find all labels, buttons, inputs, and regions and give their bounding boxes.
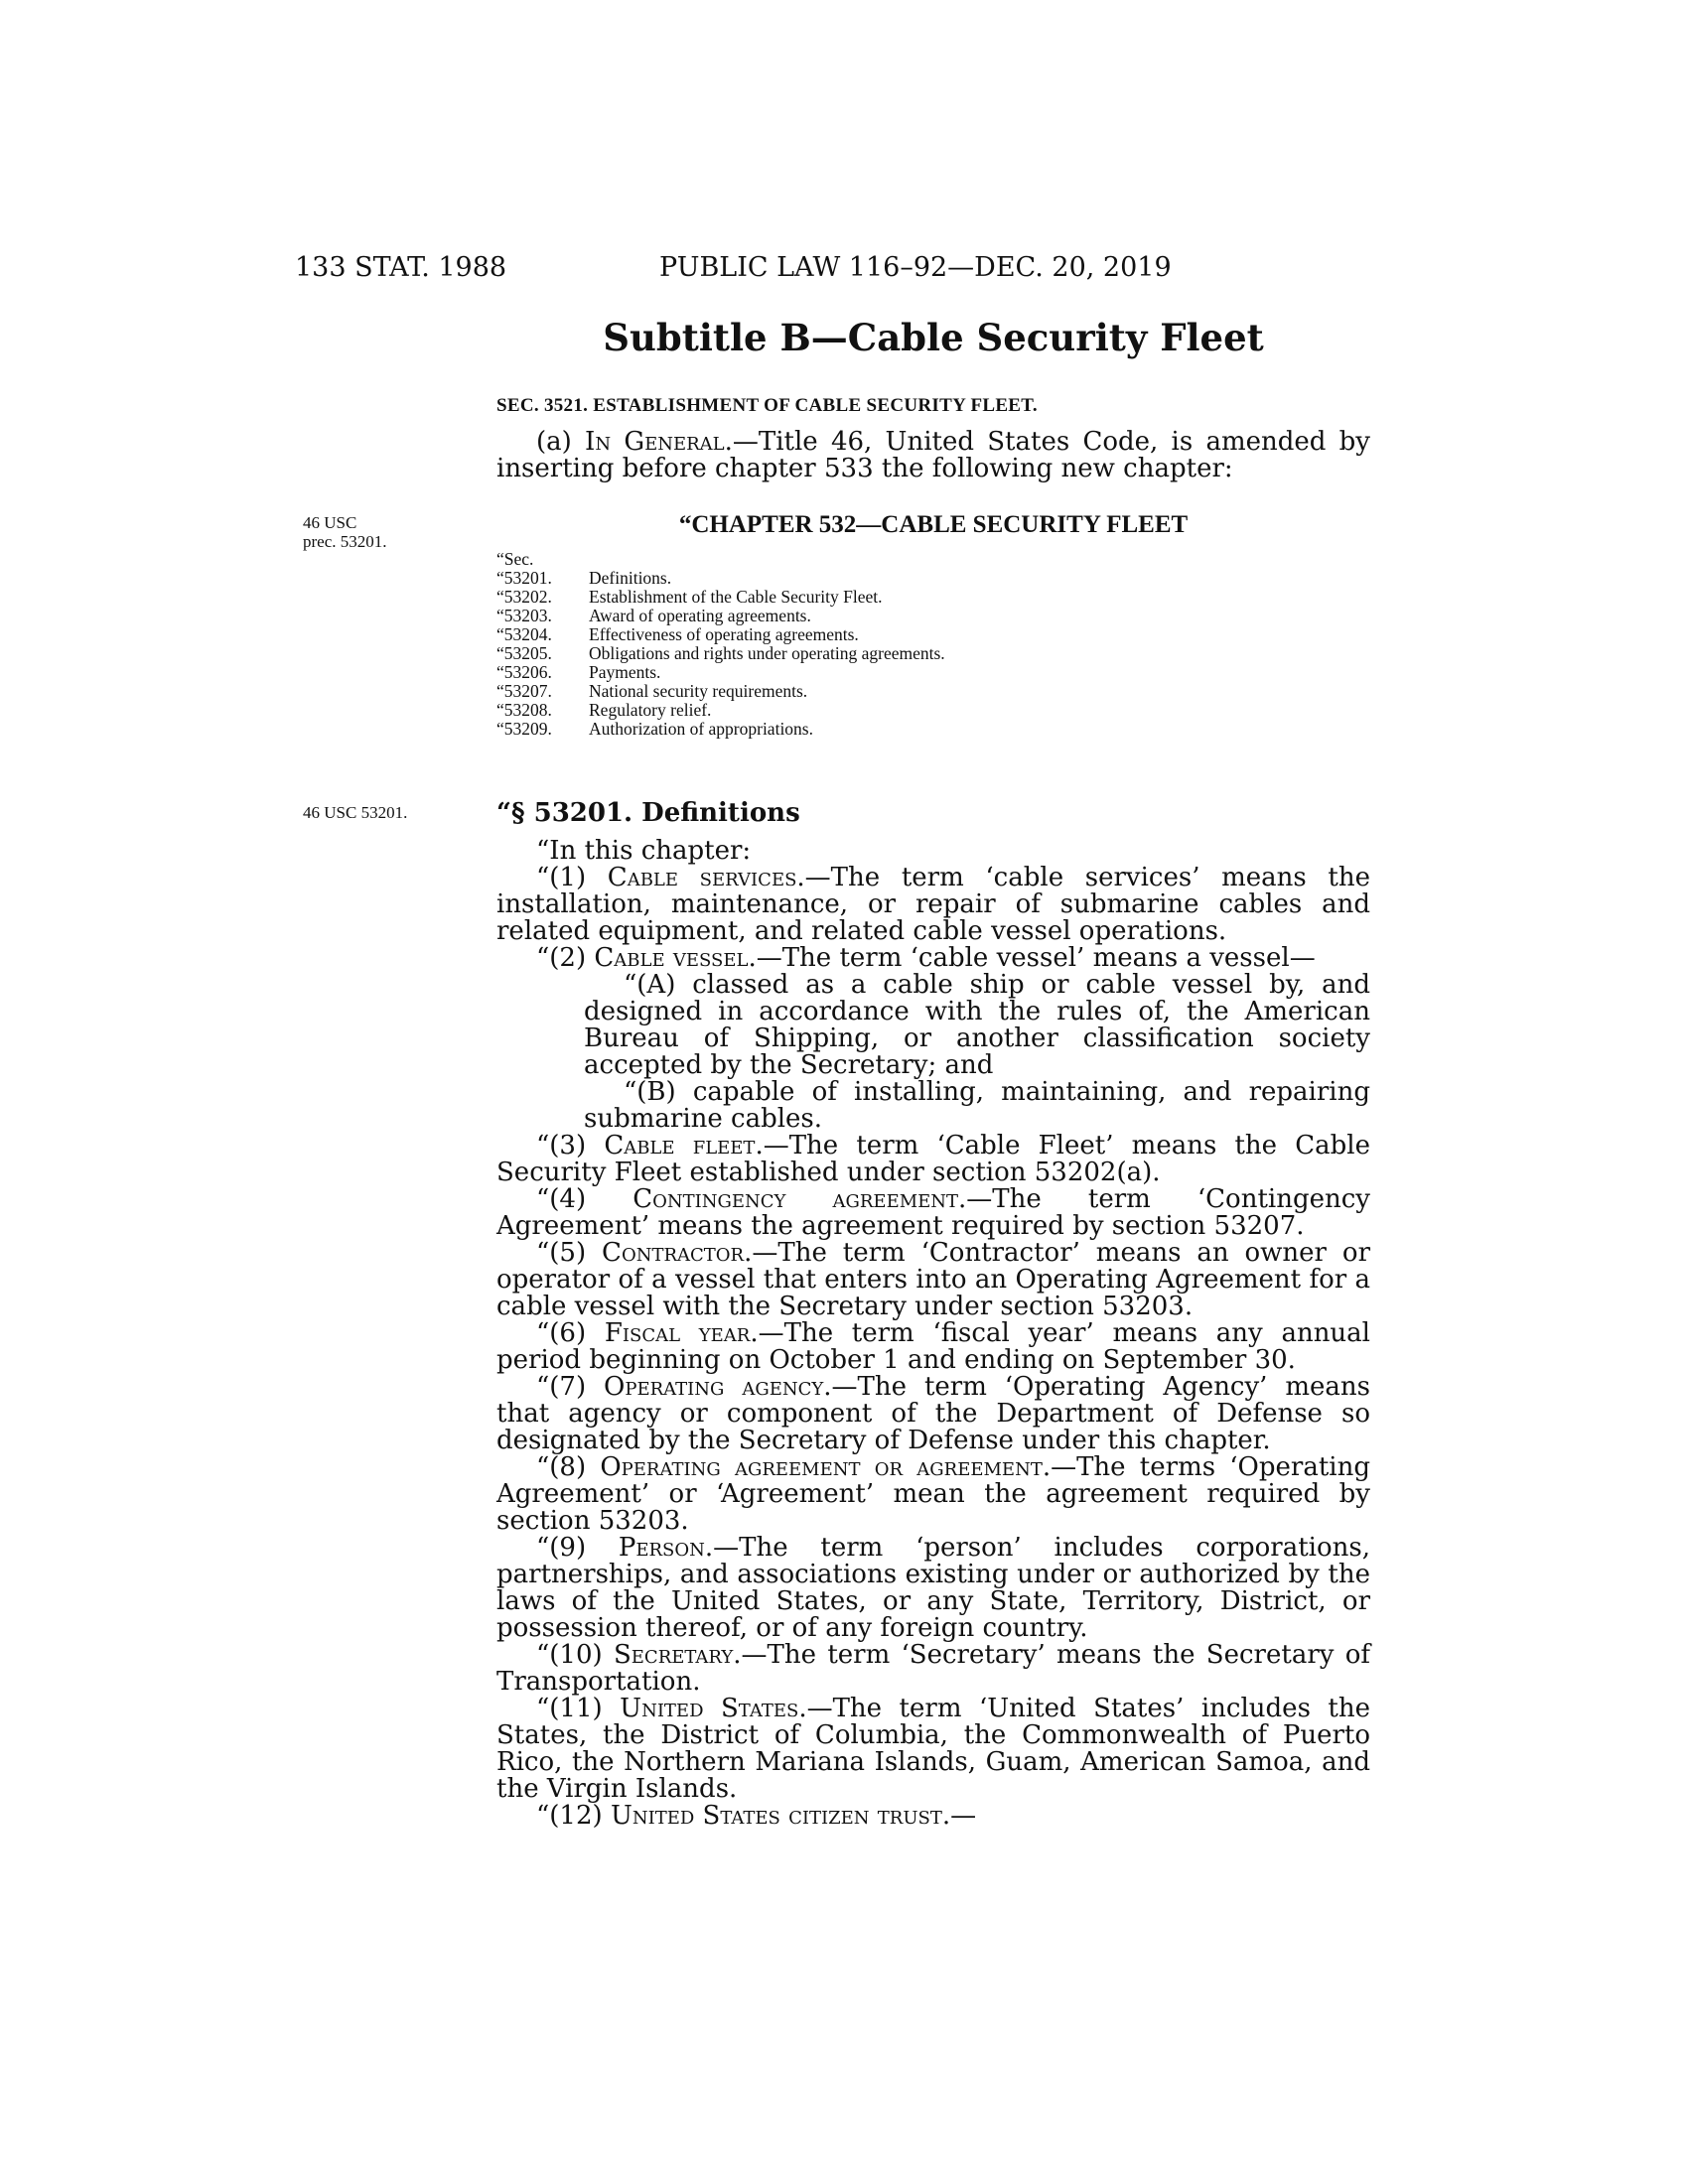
definition-item bbox=[496, 1454, 1370, 1535]
definition-item bbox=[496, 1186, 1370, 1240]
definition-term: Cable fleet bbox=[604, 1131, 756, 1160]
definition-term: Operating agency bbox=[604, 1372, 824, 1402]
definition-number: “(10) bbox=[536, 1640, 614, 1670]
definition-term: Secretary bbox=[613, 1640, 734, 1670]
definition-number: “(11) bbox=[536, 1694, 621, 1723]
definition-term: Fiscal year bbox=[604, 1318, 751, 1348]
definition-item bbox=[496, 865, 1370, 945]
definition-number: “(3) bbox=[536, 1131, 605, 1160]
toc-item-number: “53205. bbox=[496, 643, 552, 663]
toc-item-number: “53202. bbox=[496, 587, 552, 607]
definition-term: Contingency agreement bbox=[633, 1184, 959, 1214]
toc-item bbox=[496, 588, 945, 607]
definition-text: .—The term ‘Contingency Agreement’ means the agreement required by section 53207. bbox=[496, 1184, 1370, 1241]
definition-number: “(4) bbox=[536, 1184, 633, 1214]
definition-text: .—The term ‘Secretary’ means the Secretary of Transportation. bbox=[496, 1640, 1371, 1697]
toc-item-title: Payments. bbox=[589, 662, 661, 682]
toc-item-title: Establishment of the Cable Security Fleet. bbox=[589, 587, 883, 607]
definitions-heading: “§ 53201. Definitions bbox=[496, 798, 800, 828]
definition-term: United States bbox=[620, 1694, 799, 1723]
public-law-date: PUBLIC LAW 116–92—DEC. 20, 2019 bbox=[659, 252, 1172, 283]
definition-number: “(6) bbox=[536, 1318, 605, 1348]
definition-text: .—The term ‘person’ includes corporations, partnerships, and associations existing under or authorized by the laws of the United States, or any State, Territory, District, or possession thereof, or of any foreign country. bbox=[496, 1533, 1370, 1643]
definition-text: .—The term ‘United States’ includes the States, the District of Columbia, the Commonwealth of Puerto Rico, the Northern Mariana Islands, Guam, American Samoa, and the Virgin Islands. bbox=[496, 1694, 1370, 1804]
definition-item bbox=[496, 1133, 1370, 1186]
toc-item bbox=[496, 569, 945, 588]
paragraph-a-heading: In General bbox=[585, 427, 725, 457]
definition-text: .— bbox=[941, 1801, 977, 1831]
definition-item bbox=[496, 1642, 1370, 1696]
paragraph-a-text: .—Title 46, United States Code, is amended by inserting before chapter 533 the following new chapter: bbox=[496, 427, 1370, 483]
stat-page-number: 133 STAT. 1988 bbox=[295, 252, 507, 283]
toc-item-number: “53206. bbox=[496, 662, 552, 682]
toc-item-number: “53207. bbox=[496, 681, 552, 701]
definition-term: United States citizen trust bbox=[610, 1801, 942, 1831]
subtitle-heading: Subtitle B—Cable Security Fleet bbox=[603, 316, 1264, 359]
definition-text: .—The term ‘cable vessel’ means a vessel— bbox=[748, 943, 1316, 973]
paragraph-a-prefix: (a) bbox=[536, 427, 586, 457]
toc-item-title: Award of operating agreements. bbox=[589, 606, 811, 625]
definition-text: .—The term ‘Cable Fleet’ means the Cable Security Fleet established under section 53202(a). bbox=[496, 1131, 1370, 1187]
definition-item bbox=[496, 1803, 1370, 1830]
definition-text: .—The term ‘Operating Agency’ means that agency or component of the Department of Defense so designated by the Secretary of Defense under this chapter. bbox=[496, 1372, 1370, 1455]
toc-item-title: Regulatory relief. bbox=[589, 700, 712, 720]
margin-note-line: 46 USC bbox=[303, 513, 357, 532]
definition-item bbox=[496, 1240, 1370, 1320]
toc-sec-label: “Sec. bbox=[496, 549, 534, 569]
definition-text: .—The term ‘cable services’ means the installation, maintenance, or repair of submarine cables and related equipment, and related cable vessel operations. bbox=[496, 863, 1370, 946]
margin-note-section: 46 USC 53201. bbox=[303, 803, 408, 822]
definition-text: .—The terms ‘Operating Agreement’ or ‘Agreement’ mean the agreement required by section 53203. bbox=[496, 1452, 1370, 1536]
toc-item bbox=[496, 663, 945, 682]
toc-item-number: “53201. bbox=[496, 568, 552, 588]
toc-item-title: Effectiveness of operating agreements. bbox=[589, 624, 859, 644]
definition-term: Cable services bbox=[607, 863, 797, 892]
paragraph-a bbox=[496, 429, 1370, 482]
toc-item bbox=[496, 701, 945, 720]
toc-item-title: National security requirements. bbox=[589, 681, 808, 701]
subparagraph-item: “(B) capable of installing, maintaining, and repairing submarine cables. bbox=[584, 1077, 1370, 1134]
toc-item-number: “53209. bbox=[496, 719, 552, 739]
definition-term: Contractor bbox=[602, 1238, 745, 1268]
table-of-contents bbox=[496, 550, 945, 739]
toc-item-number: “53203. bbox=[496, 606, 552, 625]
definition-term: Person bbox=[618, 1533, 705, 1563]
toc-item bbox=[496, 720, 945, 739]
toc-item bbox=[496, 644, 945, 663]
definition-number: “(8) bbox=[536, 1452, 601, 1482]
subparagraph-item: “(A) classed as a cable ship or cable vessel by, and designed in accordance with the rules of, the American Bureau of Shipping, or another classification society accepted by the Secretary; and bbox=[584, 970, 1370, 1080]
definition-item bbox=[496, 1535, 1370, 1642]
definition-item bbox=[496, 1696, 1370, 1803]
definition-number: “(2) bbox=[536, 943, 595, 973]
toc-item-number: “53204. bbox=[496, 624, 552, 644]
definition-text: .—The term ‘fiscal year’ means any annual period beginning on October 1 and ending on September 30. bbox=[496, 1318, 1370, 1375]
toc-item bbox=[496, 625, 945, 644]
definitions-lead: “In this chapter: bbox=[536, 836, 752, 866]
chapter-heading: “CHAPTER 532—CABLE SECURITY FLEET bbox=[678, 511, 1189, 538]
definition-number: “(5) bbox=[536, 1238, 603, 1268]
definition-number: “(1) bbox=[536, 863, 608, 892]
definition-item bbox=[496, 1374, 1370, 1454]
definition-item bbox=[496, 945, 1370, 972]
definition-term: Cable vessel bbox=[594, 943, 749, 973]
definitions-body bbox=[496, 838, 1370, 1830]
definition-term: Operating agreement or agreement bbox=[600, 1452, 1043, 1482]
toc-item-title: Authorization of appropriations. bbox=[589, 719, 813, 739]
margin-note-chapter bbox=[303, 513, 387, 551]
toc-item bbox=[496, 682, 945, 701]
margin-note-line: prec. 53201. bbox=[303, 532, 387, 551]
definition-number: “(7) bbox=[536, 1372, 605, 1402]
toc-item-number: “53208. bbox=[496, 700, 552, 720]
running-head bbox=[0, 252, 1688, 288]
toc-item-title: Definitions. bbox=[589, 568, 672, 588]
definition-number: “(9) bbox=[536, 1533, 619, 1563]
definition-item bbox=[496, 1320, 1370, 1374]
definition-text: .—The term ‘Contractor’ means an owner or operator of a vessel that enters into an Operating Agreement for a cable vessel with the Secretary under section 53203. bbox=[496, 1238, 1370, 1321]
toc-item bbox=[496, 607, 945, 625]
toc-item-title: Obligations and rights under operating agreements. bbox=[589, 643, 945, 663]
definition-number: “(12) bbox=[536, 1801, 611, 1831]
section-heading: SEC. 3521. ESTABLISHMENT OF CABLE SECURITY FLEET. bbox=[496, 395, 1038, 416]
